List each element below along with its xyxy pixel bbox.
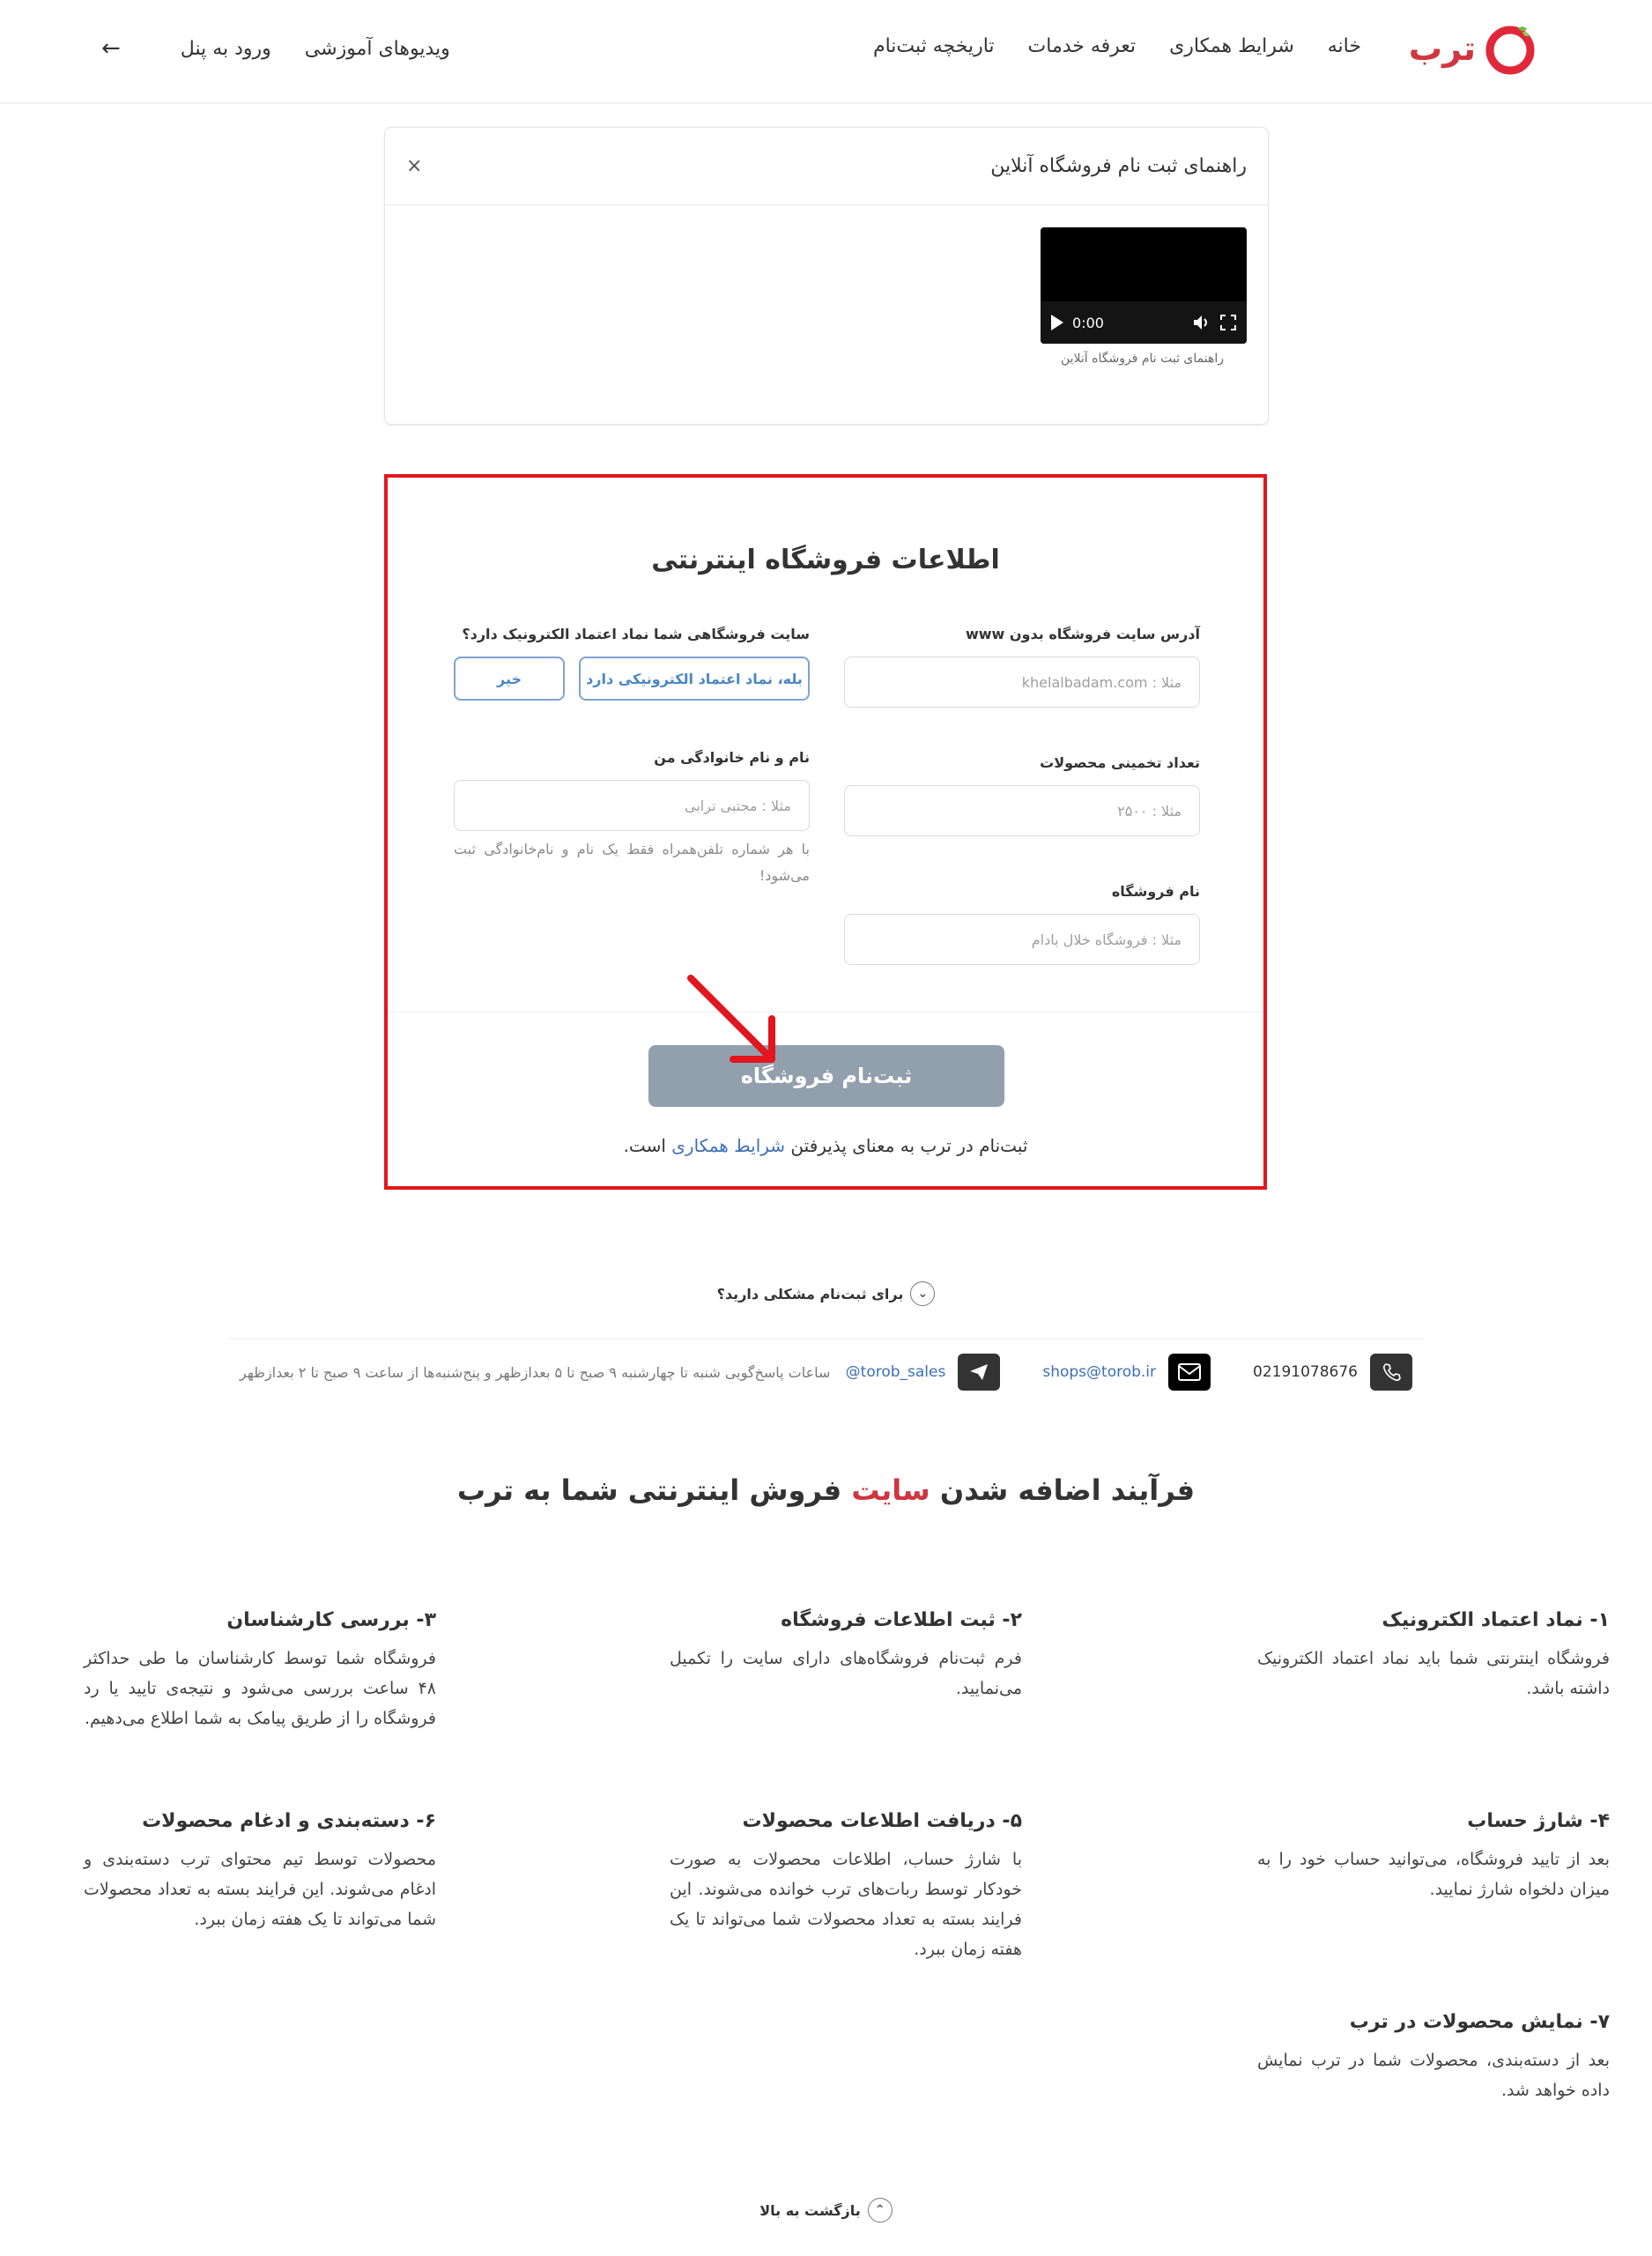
video-card-title: راهنمای ثبت نام فروشگاه آنلاین	[990, 155, 1247, 177]
nav-panel-login[interactable]: ورود به پنل	[180, 37, 271, 60]
help-toggle-label: برای ثبت‌نام مشکلی دارید؟	[716, 1285, 904, 1302]
video-controls	[1041, 301, 1247, 344]
chevron-down-icon: ⌄	[910, 1281, 935, 1306]
process-step	[670, 1810, 1022, 1964]
process-step	[1257, 1609, 1610, 1703]
nav-registration-history[interactable]: تاریخچه ثبت‌نام	[872, 35, 995, 57]
enamad-no-button[interactable]: خیر	[454, 657, 565, 701]
enamad-field	[454, 626, 810, 701]
process-step	[84, 1810, 436, 1934]
torob-logo[interactable]	[1409, 21, 1537, 76]
registration-help-toggle[interactable]	[0, 1281, 1652, 1306]
video-caption: راهنمای ثبت نام فروشگاه آنلاین	[1060, 352, 1224, 366]
process-step	[1257, 1810, 1610, 1904]
terms-text-before: ثبت‌نام در ترب به معنای پذیرفتن	[785, 1135, 1028, 1156]
video-guide-card	[384, 127, 1269, 425]
support-email-link[interactable]: shops@torob.ir	[1042, 1363, 1157, 1381]
volume-icon[interactable]	[1194, 315, 1211, 330]
arrow-left-icon[interactable]: ←	[101, 35, 121, 62]
red-annotation-arrow-icon	[687, 975, 784, 1072]
enamad-yes-button[interactable]: بله، نماد اعتماد الکترونیکی دارد	[579, 657, 810, 701]
step-text: بعد از تایید فروشگاه، می‌توانید حساب خود را به میزان دلخواه شارژ نمایید.	[1257, 1850, 1610, 1899]
shop-name-field	[844, 883, 1200, 965]
nav-home[interactable]: خانه	[1327, 35, 1361, 57]
contact-methods	[846, 1354, 1412, 1391]
close-icon[interactable]: ×	[406, 155, 423, 177]
step-title: ۳- بررسی کارشناسان	[226, 1609, 436, 1631]
enamad-choices	[454, 657, 810, 701]
full-name-hint: با هر شماره تلفن‌همراه فقط یک نام و نام‌خانوادگی ثبت می‌شود!	[454, 841, 810, 884]
register-store-button[interactable]: ثبت‌نام فروشگاه	[648, 1045, 1004, 1107]
product-count-label: تعداد تخمینی محصولات	[1040, 754, 1200, 771]
shop-name-input[interactable]	[844, 914, 1200, 965]
phone-icon	[1370, 1354, 1412, 1391]
process-step	[670, 1609, 1022, 1703]
process-title-part: فرآیند اضافه شدن	[930, 1473, 1196, 1507]
step-title: ۲- ثبت اطلاعات فروشگاه	[781, 1609, 1022, 1631]
step-text: محصولات توسط تیم محتوای ترب دسته‌بندی و ادغام می‌شوند. این فرایند بسته به تعداد محصولات شما می‌تواند تا یک هفته زمان ببرد.	[84, 1850, 436, 1929]
nav-pricing[interactable]: تعرفه خدمات	[1027, 35, 1137, 57]
video-time: 0:00	[1072, 314, 1104, 331]
full-name-field	[454, 749, 810, 889]
back-to-top-label: بازگشت به بالا	[759, 2201, 861, 2219]
step-text: فروشگاه اینترنتی شما باید نماد اعتماد الکترونیک داشته باشد.	[1257, 1649, 1610, 1698]
step-title: ۱- نماد اعتماد الکترونیک	[1382, 1609, 1610, 1631]
video-player[interactable]	[1041, 227, 1247, 344]
terms-notice	[388, 1135, 1263, 1156]
product-count-field	[844, 754, 1200, 836]
logo-text: ترب	[1408, 29, 1476, 68]
chevron-up-icon: ⌃	[868, 2198, 893, 2223]
nav-tutorial-videos[interactable]: ویدیوهای آموزشی	[304, 37, 450, 60]
step-title: ۴- شارژ حساب	[1467, 1810, 1610, 1832]
process-step	[1257, 2011, 1610, 2105]
step-text: بعد از دسته‌بندی، محصولات شما در ترب نمایش داده خواهد شد.	[1257, 2051, 1610, 2100]
support-hours: ساعات پاسخ‌گویی شنبه تا چهارشنبه ۹ صبح تا ۵ بعدازظهر و پنج‌شنبه‌ها از ساعت ۹ صبح تا ۲ بعدازظهر	[240, 1363, 831, 1381]
site-address-input[interactable]	[844, 657, 1200, 708]
process-title-accent: سایت	[851, 1473, 930, 1507]
telegram-link[interactable]: @torob_sales	[845, 1363, 946, 1381]
back-to-top-button[interactable]	[0, 2198, 1652, 2223]
enamad-question: سایت فروشگاهی شما نماد اعتماد الکترونیک دارد؟	[462, 626, 810, 642]
video-card-header	[385, 128, 1268, 205]
play-icon[interactable]	[1051, 315, 1063, 330]
site-address-field	[844, 626, 1200, 708]
process-title-part: فروش اینترنتی شما به ترب	[456, 1473, 852, 1507]
nav-partnership-terms[interactable]: شرایط همکاری	[1169, 35, 1294, 57]
torob-logo-icon	[1483, 21, 1537, 76]
step-title: ۶- دسته‌بندی و ادغام محصولات	[142, 1810, 436, 1832]
store-info-form	[384, 474, 1267, 1190]
process-step	[84, 1609, 436, 1733]
step-text: فرم ثبت‌نام فروشگاه‌های دارای سایت را تکمیل می‌نمایید.	[670, 1649, 1022, 1698]
support-phone: 02191078676	[1253, 1363, 1358, 1381]
step-text: با شارژ حساب، اطلاعات محصولات به صورت خودکار توسط ربات‌های ترب خوانده می‌شوند. این فرایند بسته به تعداد محصولات شما می‌تواند تا یک هفته زمان ببرد.	[670, 1850, 1022, 1959]
full-name-input[interactable]	[454, 780, 810, 831]
main-nav	[873, 35, 1361, 57]
site-address-label: آدرس سایت فروشگاه بدون www	[965, 626, 1200, 642]
telegram-icon	[958, 1354, 1000, 1391]
form-title: اطلاعات فروشگاه اینترنتی	[651, 545, 1000, 575]
step-title: ۵- دریافت اطلاعات محصولات	[742, 1810, 1022, 1832]
step-title: ۷- نمایش محصولات در ترب	[1349, 2011, 1610, 2033]
site-header	[0, 0, 1652, 104]
form-divider	[388, 1012, 1263, 1013]
process-title	[0, 1473, 1652, 1507]
secondary-nav	[101, 35, 450, 62]
product-count-input[interactable]	[844, 785, 1200, 836]
contact-bar	[229, 1338, 1423, 1405]
email-icon	[1168, 1354, 1211, 1391]
full-name-label: نام و نام خانوادگی من	[654, 749, 810, 766]
terms-text-after: است.	[623, 1135, 672, 1156]
fullscreen-icon[interactable]	[1220, 315, 1236, 330]
step-text: فروشگاه شما توسط کارشناسان ما طی حداکثر ۴۸ ساعت بررسی می‌شود و نتیجه‌ی تایید یا رد فروشگاه را از طریق پیامک به شما اطلاع می‌دهیم.	[84, 1649, 436, 1728]
shop-name-label: نام فروشگاه	[1111, 883, 1200, 900]
terms-link[interactable]: شرایط همکاری	[671, 1135, 786, 1156]
